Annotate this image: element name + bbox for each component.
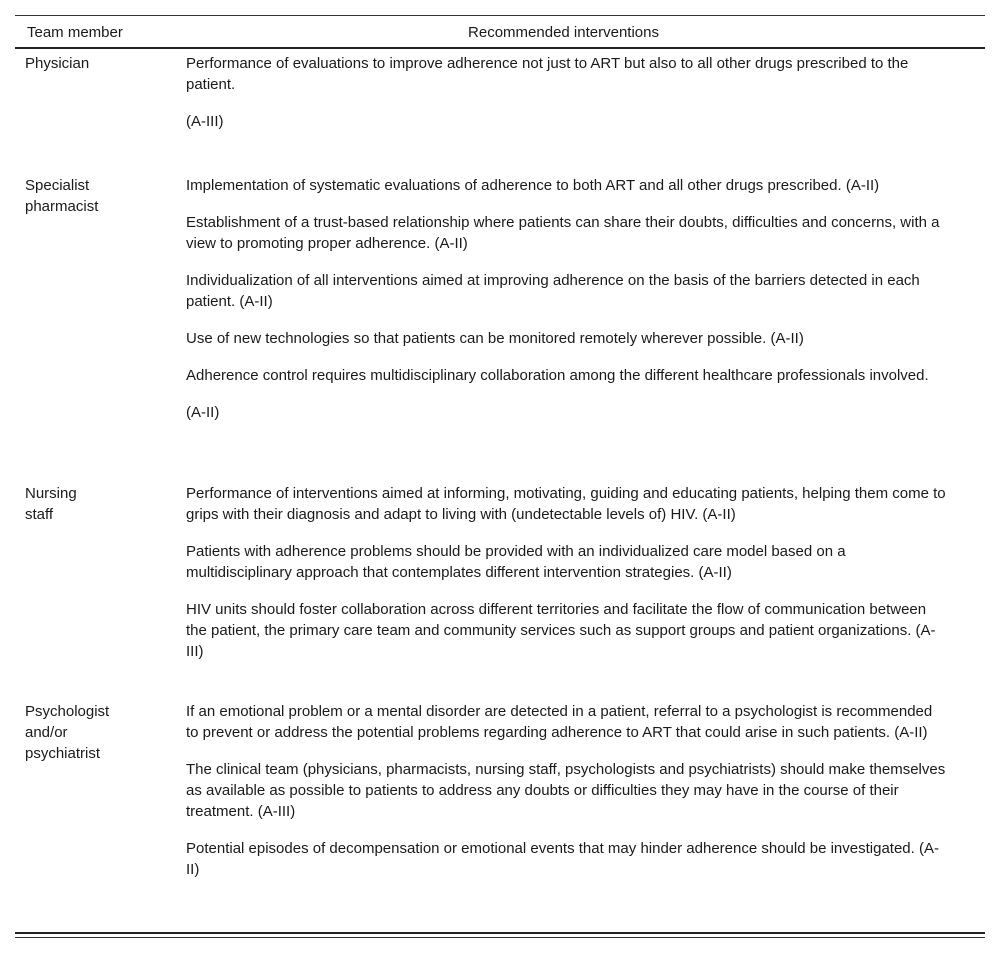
intervention-item: The clinical team (physicians, pharmacists, nursing staff, psychologists and psychiatrists) should make themselves as available as possible to patients to address any doubts or difficulties they may have in the course of their treatment. (A-III) (186, 761, 946, 820)
row-interventions (186, 175, 946, 481)
intervention-item: HIV units should foster collaboration across different territories and facilitate the flow of communication between the patient, the primary care team and community services such as support groups and patient organizations. (A-III) (186, 601, 936, 660)
row-team-member: Specialist pharmacist (25, 177, 99, 215)
row-interventions (186, 701, 946, 880)
intervention-item: Potential episodes of decompensation or emotional events that may hinder adherence should be investigated. (A-II) (186, 840, 939, 878)
table-row (15, 701, 985, 880)
header-recommended-interventions: Recommended interventions (468, 24, 659, 41)
intervention-item: (A-III) (186, 113, 224, 130)
row-team-member: Nursing staff (25, 485, 77, 523)
intervention-item: Performance of interventions aimed at informing, motivating, guiding and educating patients, helping them come to grips with their diagnosis and adapt to living with (undetectable levels of) HIV. (A-II) (186, 485, 946, 523)
table-header (15, 16, 985, 49)
table-row (15, 483, 985, 699)
intervention-item: (A-II) (186, 404, 220, 421)
row-interventions (186, 483, 946, 699)
table-row (15, 53, 985, 173)
intervention-item: Adherence control requires multidisciplinary collaboration among the different healthcare professionals involved. (186, 367, 929, 384)
intervention-item: Implementation of systematic evaluations of adherence to both ART and all other drugs prescribed. (A-II) (186, 177, 880, 194)
row-interventions (186, 53, 946, 173)
intervention-item: Performance of evaluations to improve adherence not just to ART but also to all other drugs prescribed to the patient. (186, 55, 909, 93)
intervention-item: Individualization of all interventions aimed at improving adherence on the basis of the barriers detected in each patient. (A-II) (186, 272, 920, 310)
row-team-member: Physician (25, 55, 90, 72)
row-team-member: Psychologist and/or psychiatrist (25, 703, 110, 762)
table-row (15, 175, 985, 481)
intervention-item: If an emotional problem or a mental disorder are detected in a patient, referral to a psychologist is recommended to prevent or address the potential problems regarding adherence to ART that could arise in such patients. (A-II) (186, 703, 933, 741)
intervention-item: Patients with adherence problems should be provided with an individualized care model based on a multidisciplinary approach that contemplates different intervention strategies. (A-II) (186, 543, 846, 581)
intervention-item: Use of new technologies so that patients can be monitored remotely wherever possible. (A-II) (186, 330, 804, 347)
intervention-item: Establishment of a trust-based relationship where patients can share their doubts, difficulties and concerns, with a view to promoting proper adherence. (A-II) (186, 214, 940, 252)
interventions-table (15, 15, 985, 880)
table-bottom-rule (15, 932, 985, 938)
header-team-member: Team member (27, 24, 123, 41)
